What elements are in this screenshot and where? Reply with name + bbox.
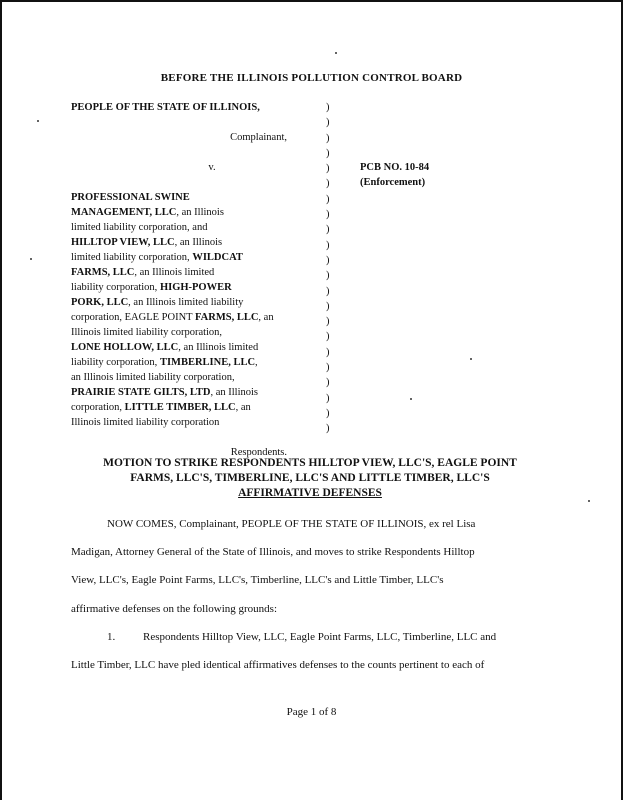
- caption-paren: ): [326, 300, 330, 312]
- caption-paren: ): [326, 331, 330, 343]
- caption-paren: ): [326, 346, 330, 358]
- caption-paren: ): [326, 377, 330, 389]
- caption-paren: ): [326, 239, 330, 251]
- caption-paren: ): [326, 117, 330, 129]
- caption-paren: ): [326, 147, 330, 159]
- caption-paren: ): [326, 102, 330, 113]
- motion-title-line-3: AFFIRMATIVE DEFENSES: [238, 487, 382, 499]
- caption-paren: ): [326, 423, 330, 435]
- complainant-role: Complainant,: [230, 132, 287, 143]
- numbered-paragraph-1: [71, 623, 551, 651]
- respondent-line: an Illinois limited liability corporation,: [71, 372, 235, 383]
- motion-title-line-2: FARMS, LLC'S, TIMBERLINE, LLC'S AND LITTLE TIMBER, LLC'S: [130, 472, 490, 484]
- complainant-party: PEOPLE OF THE STATE OF ILLINOIS,: [71, 102, 260, 113]
- scan-speck: [470, 358, 472, 360]
- motion-body: [71, 510, 551, 679]
- paragraph-number: 1.: [107, 630, 116, 643]
- motion-title: [70, 456, 550, 501]
- scan-speck: [30, 258, 32, 260]
- respondent-line: MANAGEMENT, LLC, an Illinois: [71, 207, 224, 218]
- caption-paren: ): [326, 193, 330, 205]
- caption-parentheses: [326, 100, 330, 437]
- versus-label: v.: [208, 162, 216, 173]
- motion-title-line-1: MOTION TO STRIKE RESPONDENTS HILLTOP VIEW, LLC'S, EAGLE POINT: [103, 457, 517, 469]
- caption-paren: ): [326, 270, 330, 282]
- case-number-block: [360, 160, 429, 190]
- body-line: View, LLC's, Eagle Point Farms, LLC's, Timberline, LLC's and Little Timber, LLC's: [71, 574, 444, 587]
- scan-speck: [410, 398, 412, 400]
- respondent-line: HILLTOP VIEW, LLC, an Illinois: [71, 237, 223, 248]
- respondent-line: Illinois limited liability corporation,: [71, 327, 223, 338]
- respondent-line: LONE HOLLOW, LLC, an Illinois limited: [71, 342, 259, 353]
- respondent-line: liability corporation, HIGH-POWER: [71, 282, 232, 293]
- respondent-line: corporation, LITTLE TIMBER, LLC, an: [71, 402, 251, 413]
- scan-border-left: [0, 0, 2, 800]
- scan-border-top: [0, 0, 623, 2]
- caption-paren: ): [326, 407, 330, 419]
- caption-paren: ): [326, 209, 330, 221]
- body-line: NOW COMES, Complainant, PEOPLE OF THE STATE OF ILLINOIS, ex rel Lisa: [107, 518, 476, 530]
- respondent-line: FARMS, LLC, an Illinois limited: [71, 267, 215, 278]
- case-type: (Enforcement): [360, 177, 426, 188]
- page-number: Page 1 of 8: [286, 706, 337, 718]
- caption-paren: ): [326, 316, 330, 328]
- scan-speck: [335, 52, 337, 54]
- caption-paren: ): [326, 285, 330, 297]
- case-number: PCB NO. 10-84: [360, 162, 430, 173]
- body-line: affirmative defenses on the following grounds:: [71, 602, 277, 615]
- body-line: Respondents Hilltop View, LLC, Eagle Point Farms, LLC, Timberline, LLC and: [143, 630, 497, 643]
- respondents-list: [71, 190, 323, 430]
- respondent-line: limited liability corporation, and: [71, 222, 208, 233]
- respondent-line: PORK, LLC, an Illinois limited liability: [71, 297, 244, 308]
- respondent-line: liability corporation, TIMBERLINE, LLC,: [71, 357, 258, 368]
- case-caption: [71, 100, 323, 460]
- respondent-line: limited liability corporation, WILDCAT: [71, 252, 243, 263]
- respondent-line: PRAIRIE STATE GILTS, LTD, an Illinois: [71, 387, 259, 398]
- caption-paren: ): [326, 392, 330, 404]
- scan-speck: [37, 120, 39, 122]
- caption-paren: ): [326, 362, 330, 374]
- body-line: Madigan, Attorney General of the State of Illinois, and moves to strike Respondents Hilltop: [71, 546, 475, 559]
- body-line: Little Timber, LLC have pled identical affirmatives defenses to the counts pertinent to each of: [71, 659, 485, 672]
- respondent-line: corporation, EAGLE POINT FARMS, LLC, an: [71, 312, 274, 323]
- respondent-line: Illinois limited liability corporation: [71, 417, 220, 428]
- caption-paren: ): [326, 178, 330, 190]
- caption-paren: ): [326, 163, 330, 175]
- scan-speck: [588, 500, 590, 502]
- caption-paren: ): [326, 132, 330, 144]
- caption-paren: ): [326, 254, 330, 266]
- respondent-line: PROFESSIONAL SWINE: [71, 192, 190, 203]
- caption-paren: ): [326, 224, 330, 236]
- board-heading: BEFORE THE ILLINOIS POLLUTION CONTROL BOARD: [160, 72, 463, 84]
- respondents-role: Respondents.: [230, 447, 287, 458]
